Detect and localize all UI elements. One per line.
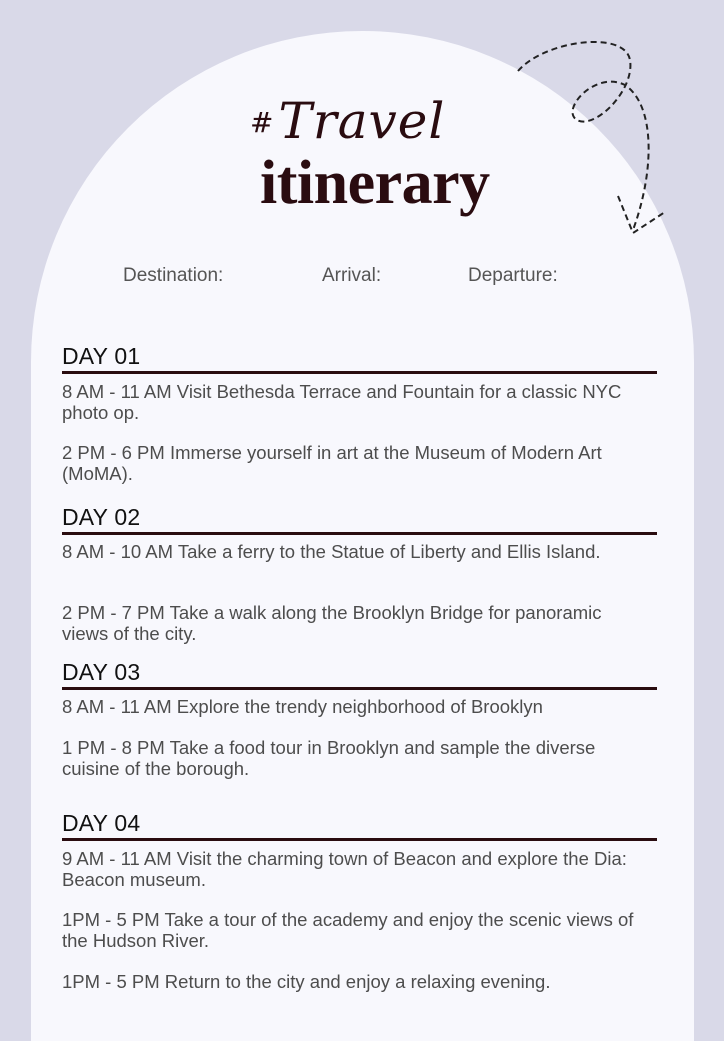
dashed-arrow-icon: [505, 30, 680, 250]
itinerary-item: 1 PM - 8 PM Take a food tour in Brooklyn and sample the diverse cuisine of the borough.: [62, 737, 596, 779]
day-heading: DAY 01: [62, 343, 657, 374]
title-hash: #: [250, 106, 275, 139]
day-heading: DAY 04: [62, 810, 657, 841]
itinerary-item: 1PM - 5 PM Return to the city and enjoy a relaxing evening.: [62, 971, 551, 992]
day-heading: DAY 02: [62, 504, 657, 535]
destination-label: Destination:: [123, 265, 224, 286]
arrival-label: Arrival:: [322, 265, 382, 286]
itinerary-item: 8 AM - 11 AM Visit Bethesda Terrace and Fountain for a classic NYC photo op.: [62, 381, 622, 423]
itinerary-item: 2 PM - 7 PM Take a walk along the Brooklyn Bridge for panoramic views of the city.: [62, 602, 602, 644]
itinerary-item: 8 AM - 10 AM Take a ferry to the Statue of Liberty and Ellis Island.: [62, 541, 601, 562]
title-itinerary: itinerary: [260, 149, 490, 217]
itinerary-item: 9 AM - 11 AM Visit the charming town of Beacon and explore the Dia: Beacon museum.: [62, 848, 627, 890]
title-travel-text: Travel: [278, 92, 446, 150]
itinerary-item: 8 AM - 11 AM Explore the trendy neighborhood of Brooklyn: [62, 696, 543, 717]
itinerary-item: 2 PM - 6 PM Immerse yourself in art at the Museum of Modern Art (MoMA).: [62, 442, 602, 484]
day-heading: DAY 03: [62, 659, 657, 690]
itinerary-item: 1PM - 5 PM Take a tour of the academy and enjoy the scenic views of the Hudson River.: [62, 909, 634, 951]
title-travel: [250, 92, 470, 150]
departure-label: Departure:: [468, 265, 558, 286]
